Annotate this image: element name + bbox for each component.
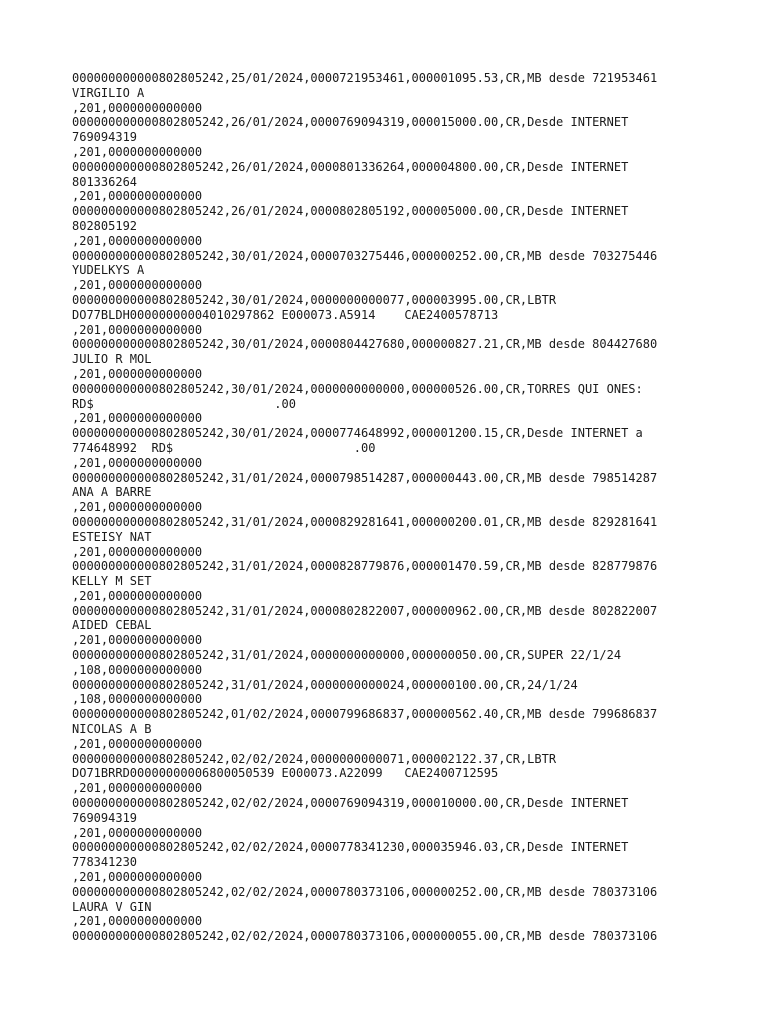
statement-line: NICOLAS A B (72, 722, 152, 737)
statement-line: 000000000000802805242,31/01/2024,0000798514287,000000443.00,CR,MB desde 798514287 (72, 470, 658, 485)
statement-line: ,201,0000000000000 (72, 544, 203, 559)
statement-line: 774648992 RD$ .00 (72, 440, 376, 455)
statement-line: 769094319 (72, 810, 138, 825)
statement-line: 000000000000802805242,31/01/2024,0000000000000,000000050.00,CR,SUPER 22/1/24 (72, 648, 622, 663)
statement-line: ESTEISY NAT (72, 529, 152, 544)
statement-line: 000000000000802805242,26/01/2024,0000769094319,000015000.00,CR,Desde INTERNET (72, 115, 629, 130)
statement-line: 778341230 (72, 855, 138, 870)
statement-line: 000000000000802805242,02/02/2024,0000780373106,000000055.00,CR,MB desde 780373106 (72, 929, 658, 944)
statement-line: 000000000000802805242,26/01/2024,0000801336264,000004800.00,CR,Desde INTERNET (72, 159, 629, 174)
statement-line: DO71BRRD00000000006800050539 E000073.A22099 CAE2400712595 (72, 766, 499, 781)
statement-line: 000000000000802805242,30/01/2024,0000774648992,000001200.15,CR,Desde INTERNET a (72, 426, 643, 441)
statement-line: 000000000000802805242,26/01/2024,0000802805192,000005000.00,CR,Desde INTERNET (72, 204, 629, 219)
statement-line: ,201,0000000000000 (72, 870, 203, 885)
statement-line: AIDED CEBAL (72, 618, 152, 633)
statement-line: ,201,0000000000000 (72, 736, 203, 751)
statement-line: JULIO R MOL (72, 352, 152, 367)
statement-line: ,201,0000000000000 (72, 278, 203, 293)
statement-line: ,201,0000000000000 (72, 366, 203, 381)
statement-line: ,201,0000000000000 (72, 144, 203, 159)
statement-line: ,201,0000000000000 (72, 588, 203, 603)
statement-line: 000000000000802805242,31/01/2024,0000000000024,000000100.00,CR,24/1/24 (72, 677, 578, 692)
statement-line: DO77BLDH00000000004010297862 E000073.A5914 CAE2400578713 (72, 307, 499, 322)
statement-line: ANA A BARRE (72, 485, 152, 500)
statement-line: 769094319 (72, 130, 138, 145)
statement-line: 000000000000802805242,25/01/2024,0000721953461,000001095.53,CR,MB desde 721953461 (72, 71, 658, 85)
statement-line: ,108,0000000000000 (72, 662, 203, 677)
statement-line: 000000000000802805242,31/01/2024,0000829281641,000000200.01,CR,MB desde 829281641 (72, 514, 658, 529)
statement-line: 000000000000802805242,31/01/2024,0000828779876,000001470.59,CR,MB desde 828779876 (72, 559, 658, 574)
statement-line: ,201,0000000000000 (72, 825, 203, 840)
statement-line: RD$ .00 (72, 396, 296, 411)
statement-line: 000000000000802805242,30/01/2024,0000000000077,000003995.00,CR,LBTR (72, 292, 557, 307)
statement-line: 000000000000802805242,30/01/2024,0000703275446,000000252.00,CR,MB desde 703275446 (72, 248, 658, 263)
statement-line: 801336264 (72, 174, 138, 189)
statement-line: ,201,0000000000000 (72, 781, 203, 796)
statement-line: YUDELKYS A (72, 263, 145, 278)
statement-line: ,201,0000000000000 (72, 914, 203, 929)
statement-line: 000000000000802805242,02/02/2024,0000000000071,000002122.37,CR,LBTR (72, 751, 557, 766)
statement-line: KELLY M SET (72, 574, 152, 589)
statement-line: ,201,0000000000000 (72, 322, 203, 337)
statement-line: 000000000000802805242,02/02/2024,0000780373106,000000252.00,CR,MB desde 780373106 (72, 884, 658, 899)
statement-line: ,201,0000000000000 (72, 100, 203, 115)
statement-line: 802805192 (72, 218, 138, 233)
statement-line: ,201,0000000000000 (72, 633, 203, 648)
statement-line: VIRGILIO A (72, 85, 145, 100)
statement-line: ,201,0000000000000 (72, 500, 203, 515)
statement-line: 000000000000802805242,30/01/2024,0000000000000,000000526.00,CR,TORRES QUI ONES: (72, 381, 643, 396)
statement-line: ,201,0000000000000 (72, 411, 203, 426)
statement-line: ,201,0000000000000 (72, 189, 203, 204)
statement-line: 000000000000802805242,30/01/2024,0000804427680,000000827.21,CR,MB desde 804427680 (72, 337, 658, 352)
statement-line: 000000000000802805242,02/02/2024,0000778341230,000035946.03,CR,Desde INTERNET (72, 840, 629, 855)
statement-line: LAURA V GIN (72, 899, 152, 914)
statement-line: ,108,0000000000000 (72, 692, 203, 707)
statement-line: 000000000000802805242,02/02/2024,0000769094319,000010000.00,CR,Desde INTERNET (72, 796, 629, 811)
statement-line: 000000000000802805242,01/02/2024,0000799686837,000000562.40,CR,MB desde 799686837 (72, 707, 658, 722)
statement-text-block (72, 71, 762, 944)
statement-line: 000000000000802805242,31/01/2024,0000802822007,000000962.00,CR,MB desde 802822007 (72, 603, 658, 618)
statement-line: ,201,0000000000000 (72, 233, 203, 248)
statement-line: ,201,0000000000000 (72, 455, 203, 470)
